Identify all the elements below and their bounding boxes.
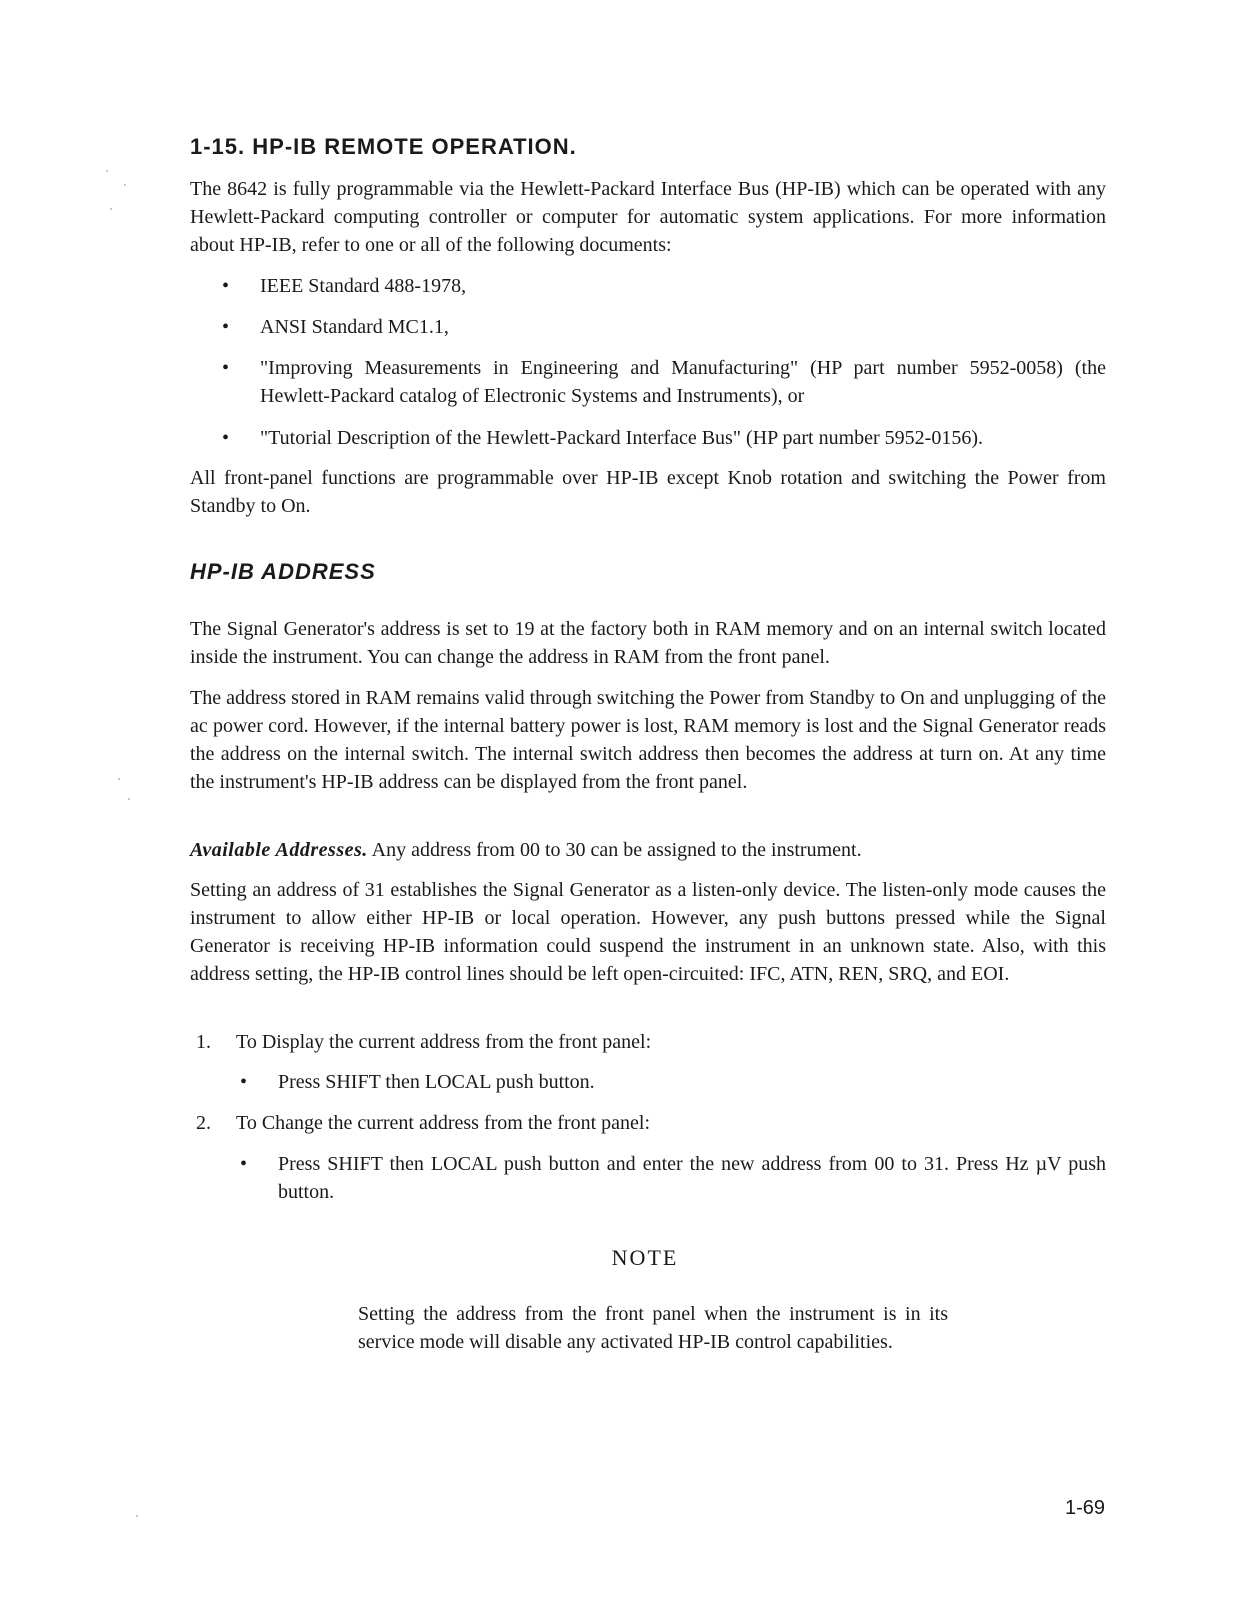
scan-speck [124,184,126,186]
listen-only-paragraph: Setting an address of 31 establishes the Signal Generator as a listen-only device. The listen-only mode causes the instrument to allow either HP-IB or local operation. However, any push buttons pressed while the Signal Generator is receiving HP-IB information could suspend the instrument in an unknown state. Also, with this address setting, the HP-IB control lines should be left open-circuited: IFC, ATN, REN, SRQ, and EOI. [190,879,1106,985]
document-item [222,272,1106,300]
document-item [222,313,1106,341]
bullet-icon: • [222,357,230,379]
closing-paragraph: All front-panel functions are programmable over HP-IB except Knob rotation and switching the Power from Standby to On. [190,467,1106,517]
bullet-icon: • [222,275,230,297]
bullet-icon: • [240,1153,248,1175]
step-number: 2. [196,1112,211,1134]
step-text: To Display the current address from the front panel: [236,1031,652,1053]
scan-speck [136,1515,138,1517]
step-action-text: Press SHIFT then LOCAL push button. [278,1071,595,1093]
step-number: 1. [196,1031,211,1053]
note-title: NOTE [611,1245,679,1270]
document-text: "Improving Measurements in Engineering and Manufacturing" (HP part number 5952-0058) (the Hewlett-Packard catalog of Electronic Systems and Instruments), or [260,357,1106,407]
document-text: "Tutorial Description of the Hewlett-Packard Interface Bus" (HP part number 5952-0156). [260,427,983,449]
scan-speck [110,208,112,210]
address-paragraph-2: The address stored in RAM remains valid through switching the Power from Standby to On and unplugging of the ac power cord. However, if the internal battery power is lost, RAM memory is lost and the Signal Generator reads the address on the internal switch. The internal switch address then becomes the address at turn on. At any time the instrument's HP-IB address can be displayed from the front panel. [190,687,1106,793]
document-item [222,424,1106,452]
bullet-icon: • [222,316,230,338]
section-heading: 1-15. HP-IB REMOTE OPERATION. [190,134,577,159]
address-paragraph-1: The Signal Generator's address is set to 19 at the factory both in RAM memory and on an internal switch located inside the instrument. You can change the address in RAM from the front panel. [190,618,1106,668]
scan-speck [118,778,120,780]
bullet-icon: • [240,1071,248,1093]
document-text: ANSI Standard MC1.1, [260,316,449,338]
scan-speck [128,798,130,800]
step-text: To Change the current address from the front panel: [236,1112,651,1134]
document-item [222,354,1106,410]
step-action [240,1068,1106,1096]
step-item [196,1109,1106,1137]
note-text: Setting the address from the front panel when the instrument is in its service mode will disable any activated HP-IB control capabilities. [358,1303,948,1353]
available-addresses-text: Any address from 00 to 30 can be assigned to the instrument. [371,839,862,861]
step-action-text: Press SHIFT then LOCAL push button and enter the new address from 00 to 31. Press Hz µV push button. [278,1153,1106,1203]
bullet-icon: • [222,427,230,449]
intro-paragraph: The 8642 is fully programmable via the Hewlett-Packard Interface Bus (HP-IB) which can be operated with any Hewlett-Packard computing controller or computer for automatic system applications. For more information about HP-IB, refer to one or all of the following documents: [190,178,1106,256]
address-heading: HP-IB ADDRESS [190,559,376,584]
scan-speck [106,170,108,172]
page-number: 1-69 [1064,1497,1105,1519]
available-addresses-label: Available Addresses. [190,839,368,861]
available-addresses-paragraph [190,836,1106,864]
document-text: IEEE Standard 488-1978, [260,275,467,297]
step-action [240,1150,1106,1206]
step-item [196,1028,1106,1056]
